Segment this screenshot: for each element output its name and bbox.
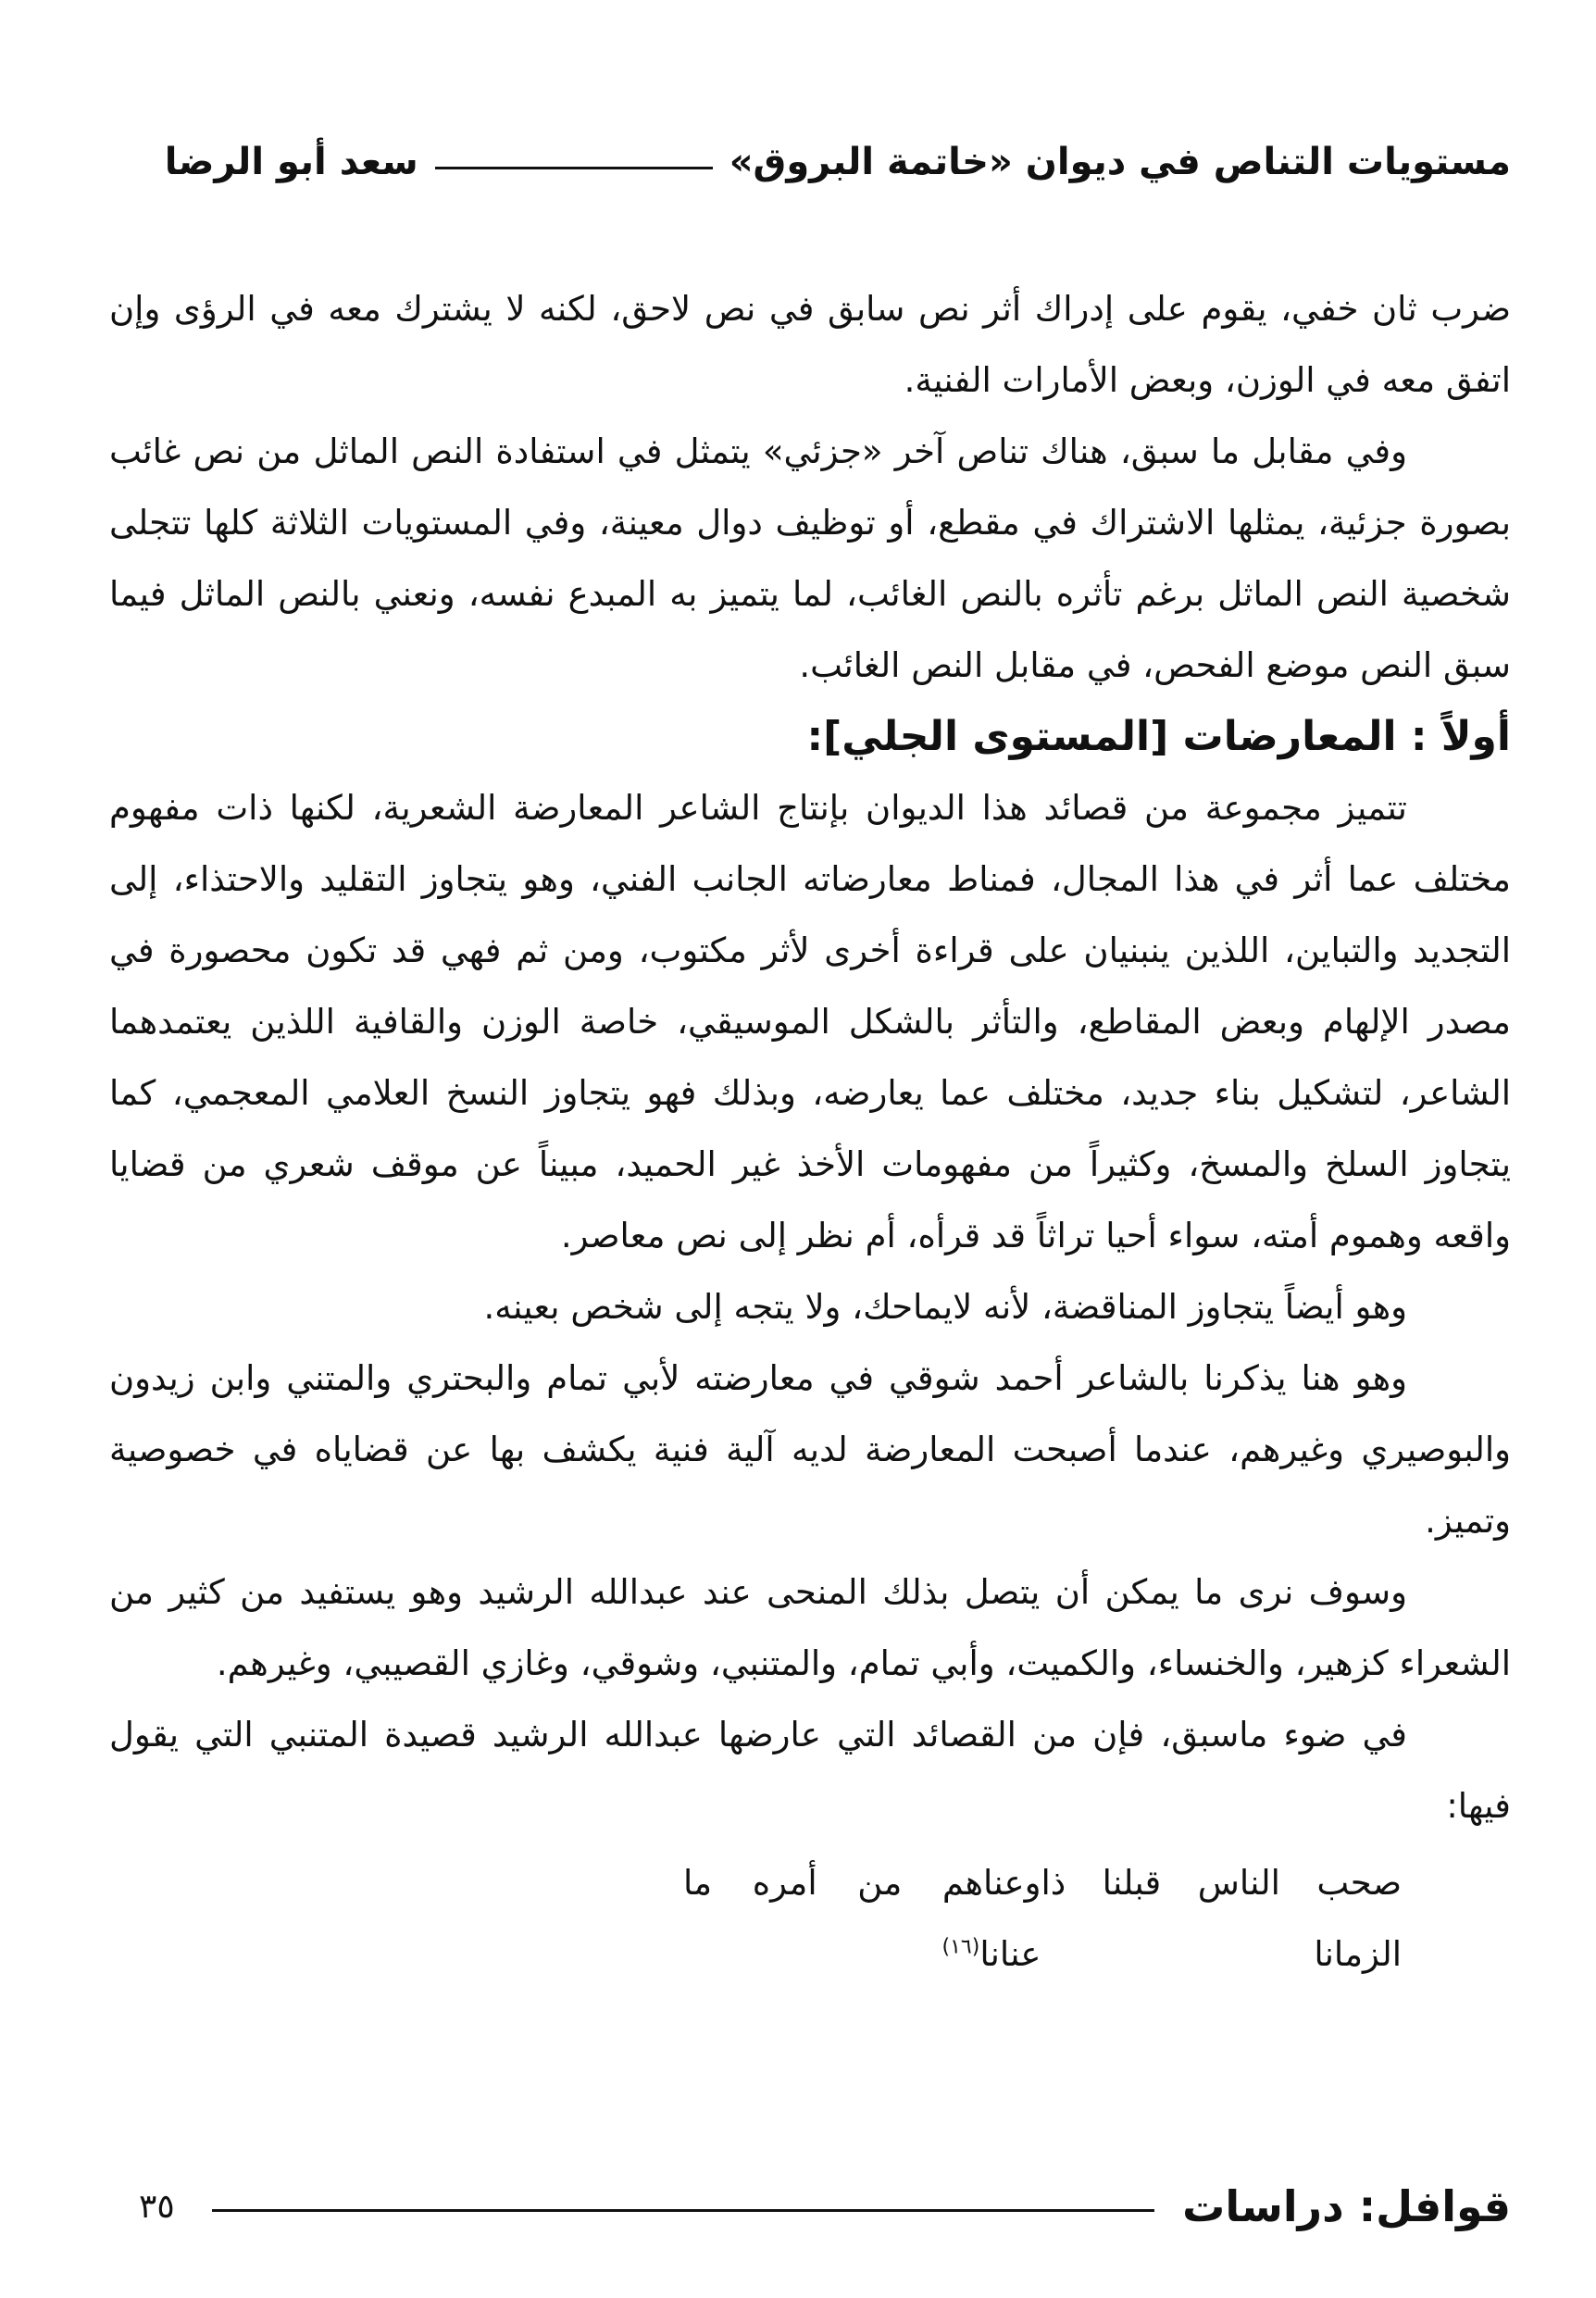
- verse-second-text: وعناهم من أمره ما عنانا: [683, 1863, 1041, 1974]
- paragraph: وهو أيضاً يتجاوز المناقضة، لأنه لايماحك، ولا يتجه إلى شخص بعينه.: [483, 1287, 1407, 1327]
- paragraph: في ضوء ماسبق، فإن من القصائد التي عارضها عبدالله الرشيد قصيدة المتنبي التي يقول فيها:: [109, 1715, 1511, 1826]
- footnote-marker: (١٦): [941, 1935, 980, 1959]
- paragraph: وسوف نرى ما يمكن أن يتصل بذلك المنحى عند عبدالله الرشيد وهو يستفيد من كثير من الشعراء كزهير، والخنساء، والكميت، وأبي تمام، والمتنبي، وشوقي، وغازي القصيبي، وغيرهم.: [109, 1572, 1511, 1683]
- footer-rule: [212, 2209, 1154, 2212]
- verse-second-hemistich: [683, 1847, 1041, 1990]
- poem-verse: [109, 1847, 1511, 1990]
- running-header: [109, 130, 1511, 194]
- page-footer: [139, 2174, 1511, 2239]
- verse-first-hemistich: صحب الناس قبلنا ذا الزمانا: [1041, 1863, 1402, 1974]
- header-title: مستويات التناص في ديوان «خاتمة البروق»: [729, 141, 1511, 183]
- page-number: ٣٥: [139, 2187, 175, 2226]
- paragraph: ضرب ثان خفي، يقوم على إدراك أثر نص سابق في نص لاحق، لكنه لا يشترك معه في الرؤى وإن اتفق معه في الوزن، وبعض الأمارات الفنية.: [109, 289, 1511, 400]
- header-rule: [435, 167, 713, 169]
- paragraph: تتميز مجموعة من قصائد هذا الديوان بإنتاج الشاعر المعارضة الشعرية، لكنها ذات مفهوم مختلف عما أثر في هذا المجال، فمناط معارضاته الجانب الفني، وهو يتجاوز التقليد والاحتذاء، إلى التجديد والتباين، اللذين ينبنيان على قراءة أخرى لأثر مكتوب، ومن ثم فهي قد تكون محصورة في مصدر الإلهام وبعض المقاطع، والتأثر بالشكل الموسيقي، خاصة الوزن والقافية اللذين يعتمدهما الشاعر، لتشكيل بناء جديد، مختلف عما يعارضه، وبذلك فهو يتجاوز النسخ العلامي المعجمي، كما يتجاوز السلخ والمسخ، وكثيراً من مفهومات الأخذ غير الحميد، مبيناً عن موقف شعري من قضايا واقعه وهموم أمته، سواء أحيا تراثاً قد قرأه، أم نظر إلى نص معاصر.: [109, 788, 1511, 1255]
- paragraph: وهو هنا يذكرنا بالشاعر أحمد شوقي في معارضته لأبي تمام والبحتري والمتني وابن زيدون والبوصيري وغيرهم، عندما أصبحت المعارضة لديه آلية فنية يكشف بها عن قضاياه في خصوصية وتميز.: [109, 1358, 1511, 1541]
- paragraph: وفي مقابل ما سبق، هناك تناص آخر «جزئي» يتمثل في استفادة النص الماثل من نص غائب بصورة جزئية، يمثلها الاشتراك في مقطع، أو توظيف دوال معينة، وفي المستويات الثلاثة كلها تتجلى شخصية النص الماثل برغم تأثره بالنص الغائب، لما يتميز به المبدع نفسه، ونعني بالنص الماثل فيما سبق النص موضع الفحص، في مقابل النص الغائب.: [109, 431, 1511, 685]
- journal-name: قوافل: دراسات: [1182, 2181, 1511, 2231]
- body-text: [109, 273, 1511, 1990]
- header-author: سعد أبو الرضا: [164, 141, 418, 183]
- section-heading: أولاً : المعارضات [المستوى الجلي]:: [806, 713, 1511, 760]
